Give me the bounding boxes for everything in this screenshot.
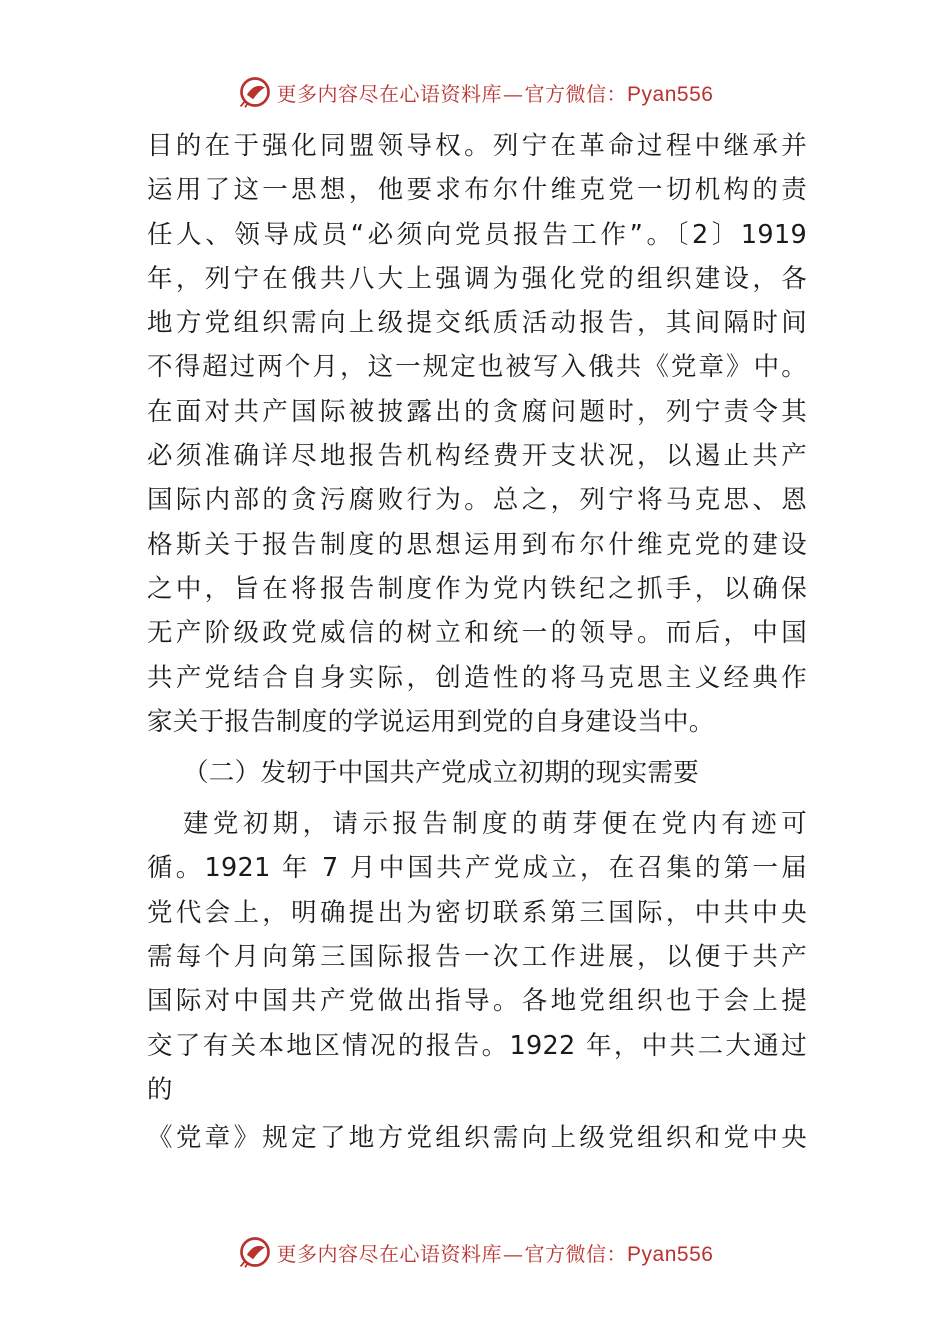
body-line: 共产党结合自身实际，创造性的将马克思主义经典作	[147, 662, 807, 693]
body-line: 目的在于强化同盟领导权。列宁在革命过程中继承并	[147, 131, 807, 161]
header-banner	[0, 72, 950, 112]
body-line: 《党章》规定了地方党组织需向上级党组织和党中央	[147, 1123, 807, 1154]
section-heading: （二）发轫于中国共产党成立初期的现实需要	[183, 758, 700, 789]
body-line: 之中，旨在将报告制度作为党内铁纪之抓手，以确保	[147, 573, 807, 604]
body-line: 格斯关于报告制度的思想运用到布尔什维克党的建设	[147, 529, 807, 560]
body-line: 年，列宁在俄共八大上强调为强化党的组织建设，各	[147, 263, 807, 294]
body-line: 建党初期，请示报告制度的萌芽便在党内有迹可	[183, 809, 807, 840]
body-line: 运用了这一思想，他要求布尔什维克党一切机构的责	[147, 175, 807, 206]
body-line: 国际对中国共产党做出指导。各地党组织也于会上提	[147, 986, 807, 1017]
body-line: 循。1921 年 7 月中国共产党成立，在召集的第一届	[147, 853, 807, 884]
brand-logo-icon	[237, 1234, 273, 1270]
body-line: 国际内部的贪污腐败行为。总之，列宁将马克思、恩	[147, 485, 807, 516]
banner-text: 更多内容尽在心语资料库—官方微信：Pyan556	[276, 81, 714, 106]
brand-logo-icon	[237, 74, 273, 110]
body-line: 必须准确详尽地报告机构经费开支状况，以遏止共产	[147, 441, 807, 472]
body-line: 的	[147, 1074, 173, 1105]
body-line: 不得超过两个月，这一规定也被写入俄共《党章》中。	[147, 352, 807, 383]
body-line: 党代会上，明确提出为密切联系第三国际，中共中央	[147, 897, 807, 928]
body-line: 无产阶级政党威信的树立和统一的领导。而后，中国	[147, 618, 807, 649]
footer-banner	[0, 1232, 950, 1272]
body-line: 家关于报告制度的学说运用到党的自身建设当中。	[147, 706, 715, 737]
banner-text: 更多内容尽在心语资料库—官方微信：Pyan556	[276, 1241, 714, 1266]
body-line: 交了有关本地区情况的报告。1922 年，中共二大通过	[147, 1030, 807, 1061]
body-line: 地方党组织需向上级提交纸质活动报告，其间隔时间	[147, 308, 807, 339]
body-line: 在面对共产国际被披露出的贪腐问题时，列宁责令其	[147, 396, 807, 427]
body-line: 任人、领导成员“必须向党员报告工作”。〔2〕1919	[147, 219, 807, 250]
body-line: 需每个月向第三国际报告一次工作进展，以便于共产	[147, 942, 807, 973]
document-body	[147, 124, 807, 1161]
